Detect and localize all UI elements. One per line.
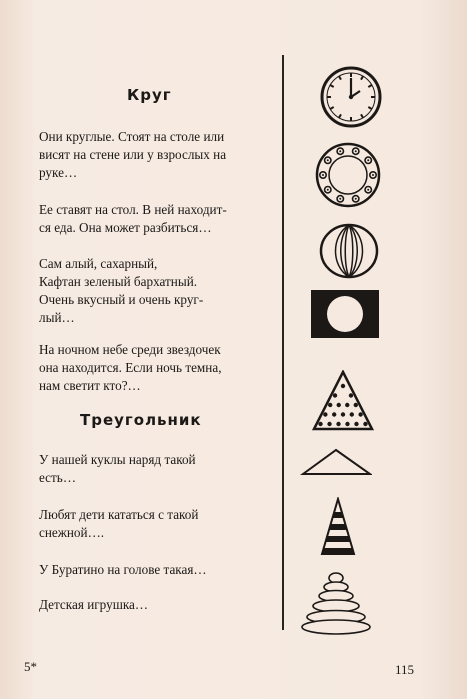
clock-icon — [318, 64, 384, 130]
riddle-toy: Детская игрушка… — [39, 597, 149, 612]
section-title-triangle: Треугольник — [80, 411, 202, 429]
riddle-watermelon: Сам алый, сахарный, Кафтан зеленый бархатный. Очень вкусный и очень круг- лый… — [39, 256, 204, 325]
pyramid-toy-icon — [298, 570, 374, 636]
riddle-clock: Они круглые. Стоят на столе или висят на стене или у взрослых на руке… — [39, 129, 227, 180]
page-number: 115 — [395, 662, 415, 677]
watermelon-icon — [318, 222, 380, 280]
riddle-dress: У нашей куклы наряд такой есть… — [39, 452, 196, 485]
dotted-dress-icon — [311, 370, 375, 432]
moon-icon — [310, 289, 380, 339]
plate-icon — [313, 140, 383, 210]
column-divider — [282, 55, 284, 630]
riddle-moon: На ночном небе среди звездочек она находится. Если ночь темна, нам светит кто?… — [39, 342, 222, 393]
striped-cap-icon — [318, 497, 358, 557]
section-title-circle: Круг — [127, 86, 172, 104]
riddle-plate: Ее ставят на стол. В ней находит- ся еда. Она может разбиться… — [39, 202, 227, 235]
riddle-cap: У Буратино на голове такая… — [39, 562, 207, 577]
signature-mark: 5* — [24, 659, 37, 674]
riddle-slide: Любят дети кататься с такой снежной…. — [39, 507, 199, 540]
snow-slide-icon — [300, 447, 372, 477]
